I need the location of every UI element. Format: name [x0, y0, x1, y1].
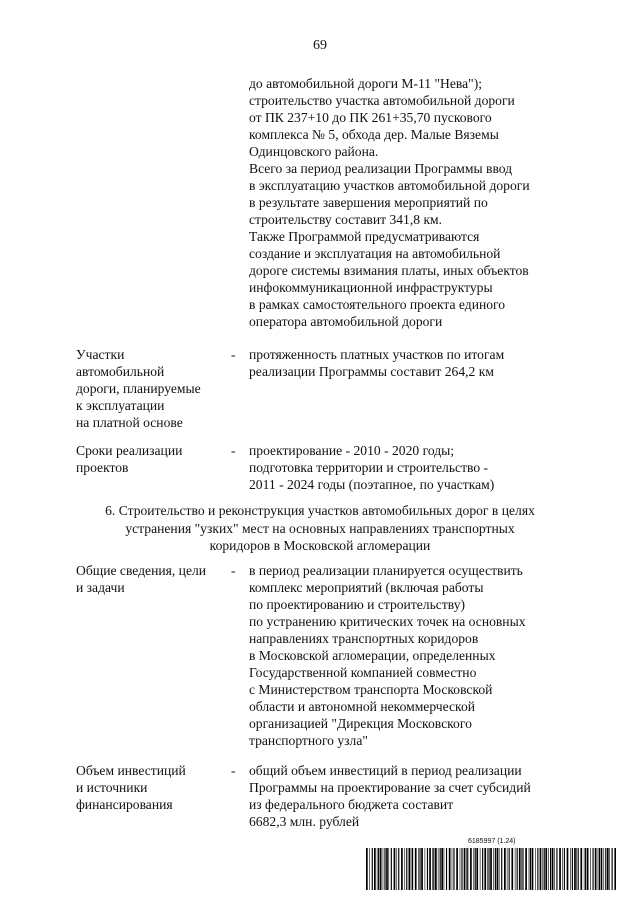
- continuation-text-line: комплекса № 5, обхода дер. Малые Вяземы: [249, 127, 499, 142]
- row-dash: -: [231, 443, 236, 458]
- row-label-line: Сроки реализации: [76, 443, 183, 458]
- row-text-line: организацией "Дирекция Московского: [249, 716, 472, 731]
- continuation-text-line: Одинцовского района.: [249, 144, 379, 159]
- row-text-line: 2011 - 2024 годы (поэтапное, по участкам): [249, 477, 495, 492]
- row-text-line: реализации Программы составит 264,2 км: [249, 364, 494, 379]
- row-label-line: финансирования: [76, 797, 173, 812]
- continuation-text-line: Также Программой предусматриваются: [249, 229, 480, 244]
- row-label-line: автомобильной: [76, 364, 165, 379]
- section-heading-line: коридоров в Московской агломерации: [209, 538, 431, 553]
- row-label-line: дороги, планируемые: [76, 381, 201, 396]
- continuation-text-line: оператора автомобильной дороги: [249, 314, 443, 329]
- row-text-line: в Московской агломерации, определенных: [249, 648, 496, 663]
- row-dash: -: [231, 763, 236, 778]
- row-text-line: Программы на проектирование за счет субсидий: [249, 780, 531, 795]
- row-label-line: Участки: [76, 347, 125, 362]
- row-text-line: из федерального бюджета составит: [249, 797, 454, 812]
- section-heading-line: устранения "узких" мест на основных направлениях транспортных: [125, 521, 515, 536]
- row-text-line: транспортного узла": [249, 733, 368, 748]
- row-text-line: по устранению критических точек на основных: [249, 614, 526, 629]
- row-text-line: подготовка территории и строительство -: [249, 460, 489, 475]
- continuation-text-line: дороге системы взимания платы, иных объектов: [249, 263, 529, 278]
- row-label-line: проектов: [76, 460, 129, 475]
- row-text-line: общий объем инвестиций в период реализации: [249, 763, 522, 778]
- row-text-line: комплекс мероприятий (включая работы: [249, 580, 484, 595]
- continuation-text-line: до автомобильной дороги М-11 "Нева");: [249, 76, 483, 91]
- row-text-line: области и автономной некоммерческой: [249, 699, 476, 714]
- continuation-text-line: строительство участка автомобильной дороги: [249, 93, 515, 108]
- continuation-text-line: Всего за период реализации Программы ввод: [249, 161, 513, 176]
- continuation-text-line: создание и эксплуатация на автомобильной: [249, 246, 501, 261]
- continuation-text-line: в эксплуатацию участков автомобильной дороги: [249, 178, 530, 193]
- row-text-line: протяженность платных участков по итогам: [249, 347, 505, 362]
- row-dash: -: [231, 347, 236, 362]
- row-label-line: и источники: [76, 780, 148, 795]
- row-dash: -: [231, 563, 236, 578]
- continuation-text-line: строительству составит 341,8 км.: [249, 212, 443, 227]
- continuation-text-line: в рамках самостоятельного проекта единого: [249, 297, 506, 312]
- row-label-line: на платной основе: [76, 415, 183, 430]
- section-heading-line: 6. Строительство и реконструкция участков автомобильных дорог в целях: [105, 503, 535, 518]
- page-number: 69: [313, 38, 327, 53]
- continuation-text-line: от ПК 237+10 до ПК 261+35,70 пускового: [249, 110, 492, 125]
- continuation-text-line: инфокоммуникационной инфраструктуры: [249, 280, 493, 295]
- row-text-line: с Министерством транспорта Московской: [249, 682, 493, 697]
- row-text-line: проектирование - 2010 - 2020 годы;: [249, 443, 455, 458]
- row-label-line: Объем инвестиций: [76, 763, 186, 778]
- barcode-image: [366, 848, 616, 890]
- row-text-line: в период реализации планируется осуществить: [249, 563, 523, 578]
- row-label-line: и задачи: [76, 580, 125, 595]
- row-text-line: по проектированию и строительству): [249, 597, 466, 612]
- row-text-line: Государственной компанией совместно: [249, 665, 477, 680]
- row-text-line: направлениях транспортных коридоров: [249, 631, 479, 646]
- row-text-line: 6682,3 млн. рублей: [249, 814, 360, 829]
- row-label-line: к эксплуатации: [76, 398, 165, 413]
- continuation-text-line: в результате завершения мероприятий по: [249, 195, 488, 210]
- row-label-line: Общие сведения, цели: [76, 563, 207, 578]
- barcode-number: 6185997 (1.24): [468, 838, 516, 845]
